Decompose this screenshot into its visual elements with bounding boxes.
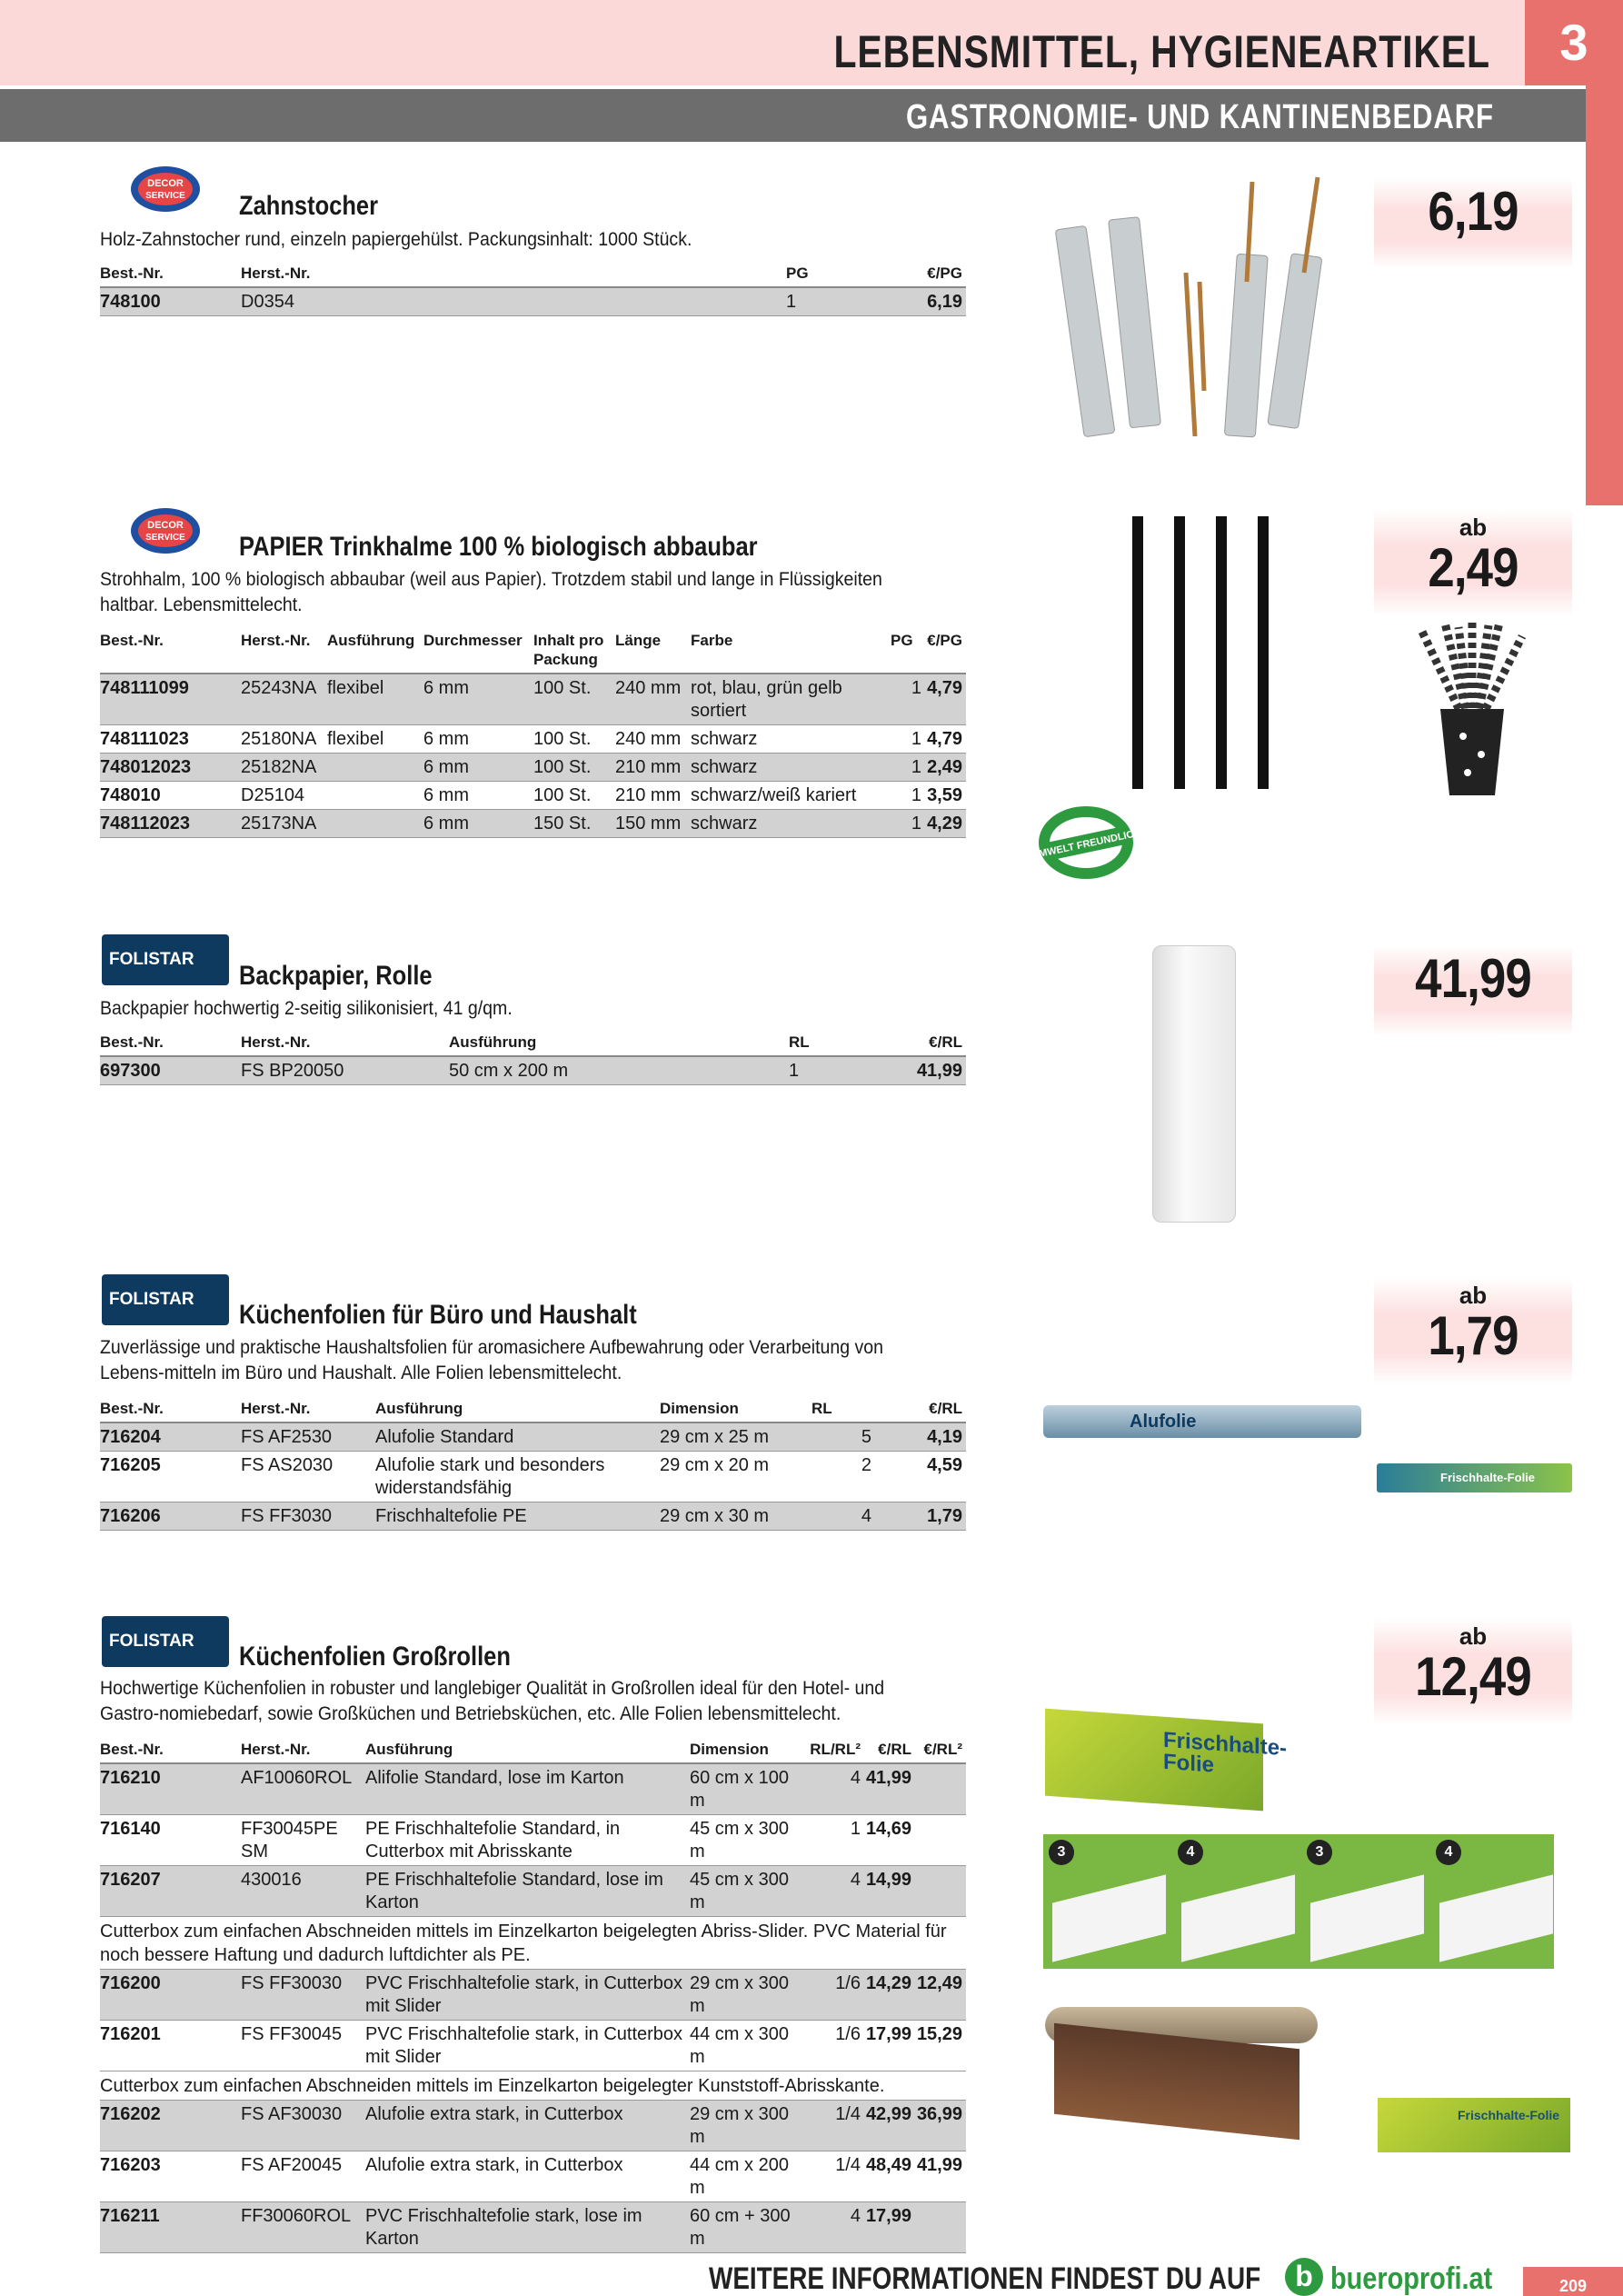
price-value: 6,19 xyxy=(1428,181,1518,242)
table-row: 716200 FS FF30030 PVC Frischhaltefolie stark, in Cutterbox mit Slider 29 cm x 300 m 1/6 14,29 12,49 xyxy=(100,1970,966,2021)
table-header: Best.-Nr. Herst.-Nr. Ausführung Dimension RL €/RL xyxy=(100,1395,966,1423)
section-title: Küchenfolien für Büro und Haushalt xyxy=(239,1300,637,1330)
table-row: 697300 FS BP20050 50 cm x 200 m 1 41,99 xyxy=(100,1056,966,1085)
toothpick-image xyxy=(1045,173,1345,468)
section-title: Küchenfolien Großrollen xyxy=(239,1642,511,1672)
step-badge: 4 xyxy=(1178,1840,1203,1865)
table-header: Best.-Nr. Herst.-Nr. Ausführung Dimension RL/RL² €/RL €/RL² xyxy=(100,1736,966,1763)
table-note: Cutterbox zum einfachen Abschneiden mittels im Einzelkarton beigelegten Abriss-Slider. PVC Material für noch bessere Haftung und dadurch luftdichter als PE. xyxy=(100,1917,966,1970)
site-link[interactable]: bueroprofi.at xyxy=(1330,2261,1493,2296)
table-row: 716202 FS AF30030 Alufolie extra stark, in Cutterbox 29 cm x 300 m 1/4 42,99 36,99 xyxy=(100,2101,966,2151)
section-description: Strohhalm, 100 % biologisch abbaubar (weil aus Papier). Trotzdem stabil und lange in Flüssigkeiten haltbar. Lebensmittelecht. xyxy=(100,569,882,615)
page-number: 209 xyxy=(1523,2267,1623,2296)
frischhaltefolie-image: Frischhalte-Folie xyxy=(1377,1463,1572,1492)
table-note: Cutterbox zum einfachen Abschneiden mittels im Einzelkarton beigelegter Kunststoff-Abrisskante. xyxy=(100,2071,966,2101)
step-badge: 3 xyxy=(1049,1840,1074,1865)
price-value: 41,99 xyxy=(1415,948,1531,1009)
table-row: 716201 FS FF30045 PVC Frischhaltefolie stark, in Cutterbox mit Slider 44 cm x 300 m 1/6 17,99 15,29 xyxy=(100,2021,966,2071)
alufolie-image: Alufolie xyxy=(1043,1405,1361,1438)
folistar-logo: FOLISTAR xyxy=(102,1616,229,1667)
product-table xyxy=(100,627,966,838)
table-row: 716206 FS FF3030 Frischhaltefolie PE 29 cm x 30 m 4 1,79 xyxy=(100,1502,966,1531)
product-table xyxy=(100,1029,966,1085)
table-row: 748111023 25180NA flexibel 6 mm 100 St. 240 mm schwarz 1 4,79 xyxy=(100,725,966,754)
table-header: Best.-Nr. Herst.-Nr. Ausführung RL €/RL xyxy=(100,1029,966,1056)
straws-image xyxy=(1118,516,1281,794)
section-description: Zuverlässige und praktische Haushaltsfolien für aromasichere Aufbewahrung oder Verarbeitung von Lebens-mitteln im Büro und Haushalt. Alle Folien lebensmittelecht. xyxy=(100,1337,883,1383)
section-description: Hochwertige Küchenfolien in robuster und langlebiger Qualität in Großrollen ideal für den Hotel- und Gastro-nomiebedarf, sowie Großküchen und Betriebsküchen, etc. Alle Folien lebensmittelecht. xyxy=(100,1678,885,1724)
svg-text:SERVICE: SERVICE xyxy=(145,533,185,543)
bueroprofi-logo-icon: b xyxy=(1285,2258,1323,2296)
step-badge: 3 xyxy=(1307,1840,1332,1865)
section-title: Backpapier, Rolle xyxy=(239,961,433,991)
table-header: Best.-Nr. Herst.-Nr. Ausführung Durchmesser Inhalt pro Packung Länge Farbe PG €/PG xyxy=(100,627,966,674)
product-table xyxy=(100,1395,966,1531)
product-table xyxy=(100,1736,966,2253)
section-title: PAPIER Trinkhalme 100 % biologisch abbaubar xyxy=(239,532,758,562)
decor-service-logo xyxy=(129,505,202,561)
table-row: 748111099 25243NA flexibel 6 mm 100 St. 240 mm rot, blau, grün gelb sortiert 1 4,79 xyxy=(100,674,966,725)
cutterbox-roll-image xyxy=(1045,2007,1318,2134)
svg-text:UMWELT FREUNDLICH: UMWELT FREUNDLICH xyxy=(1036,827,1136,862)
price-box xyxy=(1374,945,1572,1036)
table-row: 716205 FS AS2030 Alufolie stark und besonders widerstandsfähig 29 cm x 20 m 2 4,59 xyxy=(100,1452,966,1502)
price-box: ab 12,49 xyxy=(1374,1618,1572,1725)
table-row: 716210 AF10060ROL Alifolie Standard, lose im Karton 60 cm x 100 m 4 41,99 xyxy=(100,1763,966,1815)
svg-text:DECOR: DECOR xyxy=(147,520,184,531)
svg-text:DECOR: DECOR xyxy=(147,178,184,189)
table-row: 716204 FS AF2530 Alufolie Standard 29 cm x 25 m 5 4,19 xyxy=(100,1423,966,1452)
grossrolle-box-image: Frischhalte-Folie xyxy=(1045,1709,1263,1812)
folistar-logo: FOLISTAR xyxy=(102,934,229,985)
section-title: Zahnstocher xyxy=(239,191,379,221)
table-row: 716203 FS AF20045 Alufolie extra stark, in Cutterbox 44 cm x 200 m 1/4 48,49 41,99 xyxy=(100,2151,966,2202)
decor-service-logo xyxy=(129,164,202,219)
svg-text:SERVICE: SERVICE xyxy=(145,191,185,201)
table-row: 748112023 25173NA 6 mm 150 St. 150 mm schwarz 1 4,29 xyxy=(100,810,966,838)
baking-paper-roll-image xyxy=(1152,945,1236,1223)
table-row: 716140 FF30045PE SM PE Frischhaltefolie Standard, in Cutterbox mit Abrisskante 45 cm x 300 m 1 14,69 xyxy=(100,1815,966,1866)
page-subtitle: GASTRONOMIE- UND KANTINENBEDARF xyxy=(906,98,1494,136)
table-row: 716211 FF30060ROL PVC Frischhaltefolie stark, lose im Karton 60 cm + 300 m 4 17,99 xyxy=(100,2202,966,2253)
table-row: 748010 D25104 6 mm 100 St. 210 mm schwarz/weiß kariert 1 3,59 xyxy=(100,782,966,810)
price-value: 2,49 xyxy=(1428,537,1518,598)
product-table xyxy=(100,260,966,316)
chapter-strip xyxy=(1586,85,1623,505)
price-box: ab 2,49 xyxy=(1374,509,1572,616)
table-row: 748012023 25182NA 6 mm 100 St. 210 mm schwarz 1 2,49 xyxy=(100,754,966,782)
section-description: Backpapier hochwertig 2-seitig silikonisiert, 41 g/qm. xyxy=(100,998,513,1019)
price-box: ab 1,79 xyxy=(1374,1277,1572,1384)
cutter-instructions-image xyxy=(1043,1834,1554,1969)
footer-text: WEITERE INFORMATIONEN FINDEST DU AUF xyxy=(709,2261,1261,2296)
straw-cup-image xyxy=(1409,618,1536,804)
chapter-number: 3 xyxy=(1525,0,1623,85)
table-row: 716207 430016 PE Frischhaltefolie Standard, lose im Karton 45 cm x 300 m 4 14,99 xyxy=(100,1866,966,1917)
step-badge: 4 xyxy=(1436,1840,1461,1865)
price-value: 12,49 xyxy=(1415,1646,1531,1707)
table-row: 748100 D0354 1 6,19 xyxy=(100,287,966,316)
small-box-image: Frischhalte-Folie xyxy=(1378,2098,1570,2152)
price-box xyxy=(1374,178,1572,269)
table-header: Best.-Nr. Herst.-Nr. PG €/PG xyxy=(100,260,966,287)
price-value: 1,79 xyxy=(1428,1305,1518,1366)
section-description: Holz-Zahnstocher rund, einzeln papiergehülst. Packungsinhalt: 1000 Stück. xyxy=(100,229,692,250)
page-title: LEBENSMITTEL, HYGIENEARTIKEL xyxy=(833,26,1490,77)
eco-badge-icon xyxy=(1036,802,1136,888)
folistar-logo: FOLISTAR xyxy=(102,1274,229,1325)
